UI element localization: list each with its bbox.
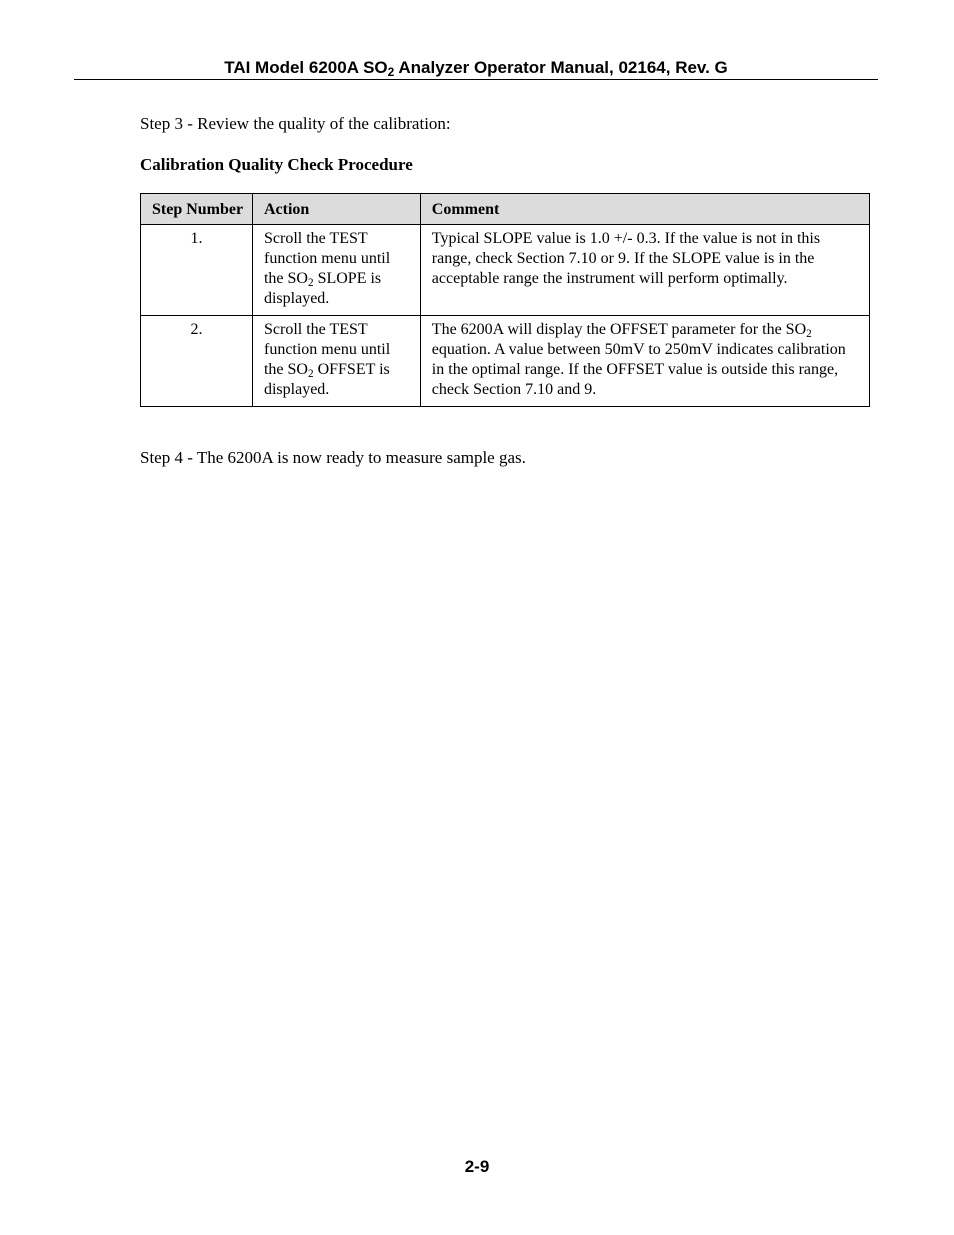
action-subscript: 2 (307, 276, 314, 289)
action-cell (252, 225, 420, 316)
header-title-subscript: 2 (387, 64, 395, 79)
step-number-cell: 2. (141, 316, 253, 407)
action-text-end: SLOPE is displayed. (263, 270, 382, 307)
header-rule (74, 79, 878, 80)
step-number-cell: 1. (141, 225, 253, 316)
table-row (141, 225, 870, 316)
action-text: Scroll the TEST function menu until the SO (263, 230, 391, 287)
running-header (74, 58, 878, 78)
action-cell (252, 316, 420, 407)
table-header-row (141, 194, 870, 225)
action-subscript: 2 (307, 367, 314, 380)
header-title-prefix: TAI Model 6200A SO (224, 58, 388, 77)
comment-text-end: equation. A value between 50mV to 250mV indicates calibration in the optimal range. If the OFFSET value is outside this range, check Section 7.10 and 9. (431, 341, 846, 398)
comment-cell (420, 316, 869, 407)
column-header-action: Action (252, 194, 420, 225)
header-title-suffix: Analyzer Operator Manual, 02164, Rev. G (394, 58, 728, 77)
column-header-step-number: Step Number (141, 194, 253, 225)
comment-subscript: 2 (806, 327, 812, 340)
section-heading: Calibration Quality Check Procedure (140, 155, 413, 174)
action-text-end: OFFSET is displayed. (263, 361, 390, 398)
step-4-text: Step 4 - The 6200A is now ready to measure sample gas. (140, 448, 526, 467)
step-3-text: Step 3 - Review the quality of the calibration: (140, 114, 451, 133)
table-row (141, 316, 870, 407)
page-number: 2-9 (464, 1157, 490, 1176)
comment-cell (420, 225, 869, 316)
action-text: Scroll the TEST function menu until the SO (263, 321, 391, 378)
column-header-comment: Comment (420, 194, 869, 225)
comment-text: The 6200A will display the OFFSET parameter for the SO (431, 321, 807, 338)
comment-text: Typical SLOPE value is 1.0 +/- 0.3. If the value is not in this range, check Section 7.10 or 9. If the SLOPE value is in the acceptable range the instrument will perform optimally. (431, 230, 821, 287)
calibration-quality-table (140, 193, 870, 407)
